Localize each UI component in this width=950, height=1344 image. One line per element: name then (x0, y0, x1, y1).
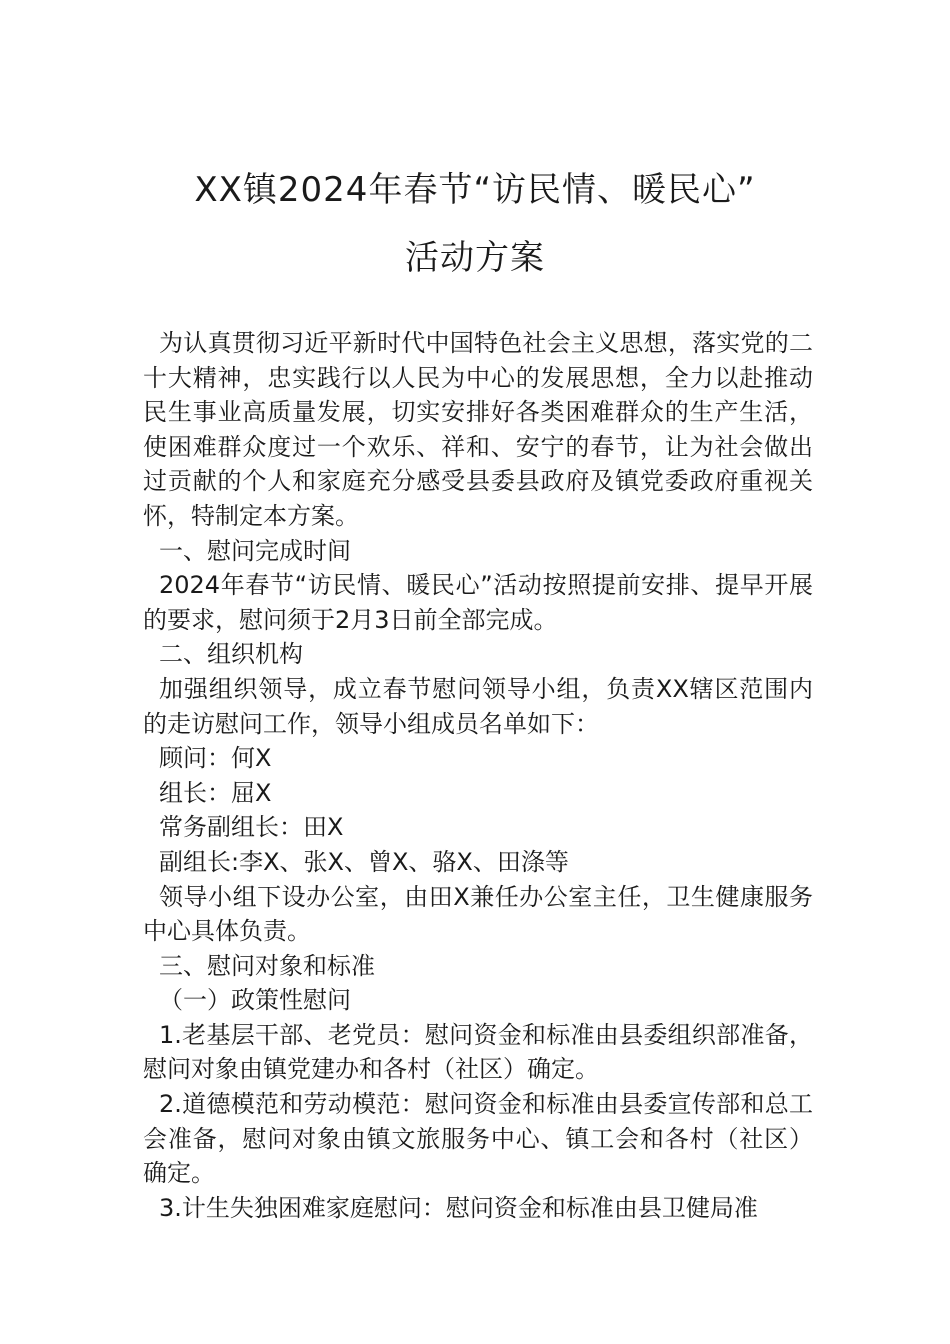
section-heading-2: 二、组织机构 (159, 640, 303, 669)
member-deputies: 副组长:李X、张X、曾X、骆X、田涤等 (159, 847, 569, 876)
document-title-line-2: 活动方案 (405, 238, 545, 278)
member-advisor: 顾问：何X (159, 744, 272, 773)
paragraph-organization: 加强组织领导，成立春节慰问领导小组，负责XX辖区范围内的走访慰问工作，领导小组成员名单如下： (143, 674, 813, 738)
paragraph-completion-time: 2024年春节“访民情、暖民心”活动按照提前安排、提早开展的要求，慰问须于2月3日前全部完成。 (143, 571, 813, 634)
section-heading-1: 一、慰问完成时间 (159, 536, 351, 565)
intro-paragraph: 为认真贯彻习近平新时代中国特色社会主义思想，落实党的二十大精神，忠实践行以人民为中心的发展思想，全力以赴推动民生事业高质量发展，切实安排好各类困难群众的生产生活，使困难群众度过一个欢乐、祥和、安宁的春节，让为社会做出过贡献的个人和家庭充分感受县委县政府及镇党委政府重视关怀，特制定本方案。 (143, 329, 813, 530)
paragraph-office: 领导小组下设办公室，由田X兼任办公室主任，卫生健康服务中心具体负责。 (143, 882, 813, 946)
list-item-3: 3.计生失独困难家庭慰问：慰问资金和标准由县卫健局准 (159, 1193, 758, 1222)
document-body (143, 326, 813, 1225)
section-heading-3: 三、慰问对象和标准 (159, 951, 375, 980)
list-item-2: 2.道德模范和劳动模范：慰问资金和标准由县委宣传部和总工会准备，慰问对象由镇文旅服务中心、镇工会和各村（社区）确定。 (143, 1090, 813, 1188)
document-title-line-1: XX镇2024年春节“访民情、暖民心” (194, 170, 756, 210)
member-leader: 组长：屈X (159, 778, 272, 807)
member-executive-deputy: 常务副组长：田X (159, 813, 344, 842)
list-item-1: 1.老基层干部、老党员：慰问资金和标准由县委组织部准备，慰问对象由镇党建办和各村（社区）确定。 (143, 1020, 813, 1084)
subsection-heading-1: （一）政策性慰问 (159, 986, 351, 1015)
